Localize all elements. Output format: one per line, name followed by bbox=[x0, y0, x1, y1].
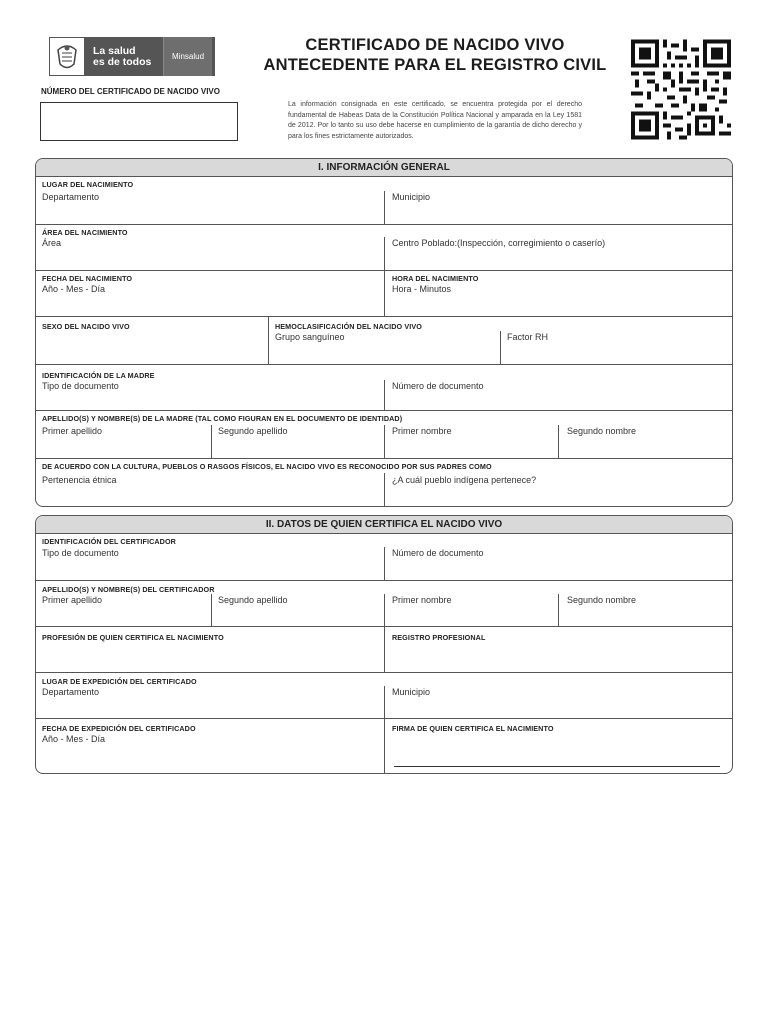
sexo-label: SEXO DEL NACIDO VIVO bbox=[42, 322, 130, 331]
primer-apellido-cert-field[interactable]: Primer apellido bbox=[42, 595, 103, 605]
row-nombres-certificador bbox=[36, 581, 732, 627]
centro-poblado-field[interactable]: Centro Poblado:(Inspección, corregimiento o caserío) bbox=[392, 238, 606, 248]
lugar-exp-label: LUGAR DE EXPEDICIÓN DEL CERTIFICADO bbox=[42, 677, 197, 686]
num-doc-madre-field[interactable]: Número de documento bbox=[392, 381, 484, 391]
lugar-label: LUGAR DEL NACIMIENTO bbox=[42, 180, 134, 189]
section1-title: I. INFORMACIÓN GENERAL bbox=[36, 159, 732, 177]
row-id-certificador bbox=[36, 534, 732, 581]
firma-signature-line[interactable] bbox=[394, 766, 720, 767]
fecha-label: FECHA DEL NACIMIENTO bbox=[42, 274, 133, 283]
tipo-doc-madre-field[interactable]: Tipo de documento bbox=[42, 381, 119, 391]
row-id-madre bbox=[36, 365, 732, 411]
segundo-apellido-cert-field[interactable]: Segundo apellido bbox=[218, 595, 288, 605]
title-line1: CERTIFICADO DE NACIDO VIVO bbox=[305, 36, 565, 54]
row-lugar-nacimiento bbox=[36, 177, 732, 225]
id-madre-label: IDENTIFICACIÓN DE LA MADRE bbox=[42, 371, 155, 380]
fecha-exp-field[interactable]: Año - Mes - Día bbox=[42, 734, 106, 744]
factor-rh-field[interactable]: Factor RH bbox=[507, 332, 549, 342]
departamento-field[interactable]: Departamento bbox=[42, 192, 100, 202]
minsalud-logo bbox=[49, 37, 215, 76]
fecha-field[interactable]: Año - Mes - Día bbox=[42, 284, 106, 294]
row-area-nacimiento bbox=[36, 225, 732, 271]
cert-number-field[interactable] bbox=[40, 102, 238, 141]
pertenencia-etnica-field[interactable]: Pertenencia étnica bbox=[42, 475, 117, 485]
row-pertenencia-etnica bbox=[36, 459, 732, 507]
row-profesion-registro bbox=[36, 627, 732, 673]
firma-label: FIRMA DE QUIEN CERTIFICA EL NACIMIENTO bbox=[392, 724, 554, 733]
section2-title: II. DATOS DE QUIEN CERTIFICA EL NACIDO VIVO bbox=[36, 516, 732, 534]
nombres-madre-label: APELLIDO(S) Y NOMBRE(S) DE LA MADRE (TAL COMO FIGURAN EN EL DOCUMENTO DE IDENTIDAD) bbox=[42, 414, 403, 423]
row-nombres-madre bbox=[36, 411, 732, 459]
num-doc-cert-field[interactable]: Número de documento bbox=[392, 548, 484, 558]
hora-field[interactable]: Hora - Minutos bbox=[392, 284, 452, 294]
section-informacion-general bbox=[35, 158, 733, 507]
area-field[interactable]: Área bbox=[42, 238, 62, 248]
row-fecha-hora bbox=[36, 271, 732, 317]
section-datos-certificador bbox=[35, 515, 733, 774]
grupo-sanguineo-field[interactable]: Grupo sanguíneo bbox=[275, 332, 345, 342]
profesion-label: PROFESIÓN DE QUIEN CERTIFICA EL NACIMIENTO bbox=[42, 633, 224, 642]
row-fecha-firma bbox=[36, 719, 732, 773]
logo-line1: La salud bbox=[93, 44, 136, 57]
qr-code-icon bbox=[631, 38, 731, 141]
fecha-exp-label: FECHA DE EXPEDICIÓN DEL CERTIFICADO bbox=[42, 724, 196, 733]
cert-number-label: NÚMERO DEL CERTIFICADO DE NACIDO VIVO bbox=[41, 87, 220, 96]
primer-apellido-madre-field[interactable]: Primer apellido bbox=[42, 426, 103, 436]
nombres-cert-label: APELLIDO(S) Y NOMBRE(S) DEL CERTIFICADOR bbox=[42, 585, 215, 594]
area-label: ÁREA DEL NACIMIENTO bbox=[42, 228, 128, 237]
id-cert-label: IDENTIFICACIÓN DEL CERTIFICADOR bbox=[42, 537, 176, 546]
title-line2: ANTECEDENTE PARA EL REGISTRO CIVIL bbox=[263, 56, 607, 74]
hora-label: HORA DEL NACIMIENTO bbox=[392, 274, 479, 283]
departamento-exp-field[interactable]: Departamento bbox=[42, 687, 100, 697]
municipio-exp-field[interactable]: Municipio bbox=[392, 687, 431, 697]
coat-of-arms-icon bbox=[49, 37, 85, 76]
legal-notice: La información consignada en este certificado, se encuentra protegida por el derecho fundamental de Habeas Data de la Constitución Política Nacional y amparada en la Ley 1581 de 2012. Por lo tanto su uso debe hacerse en cumplimiento de la garantía de dicho derecho y para los fines estrictamente autorizados. bbox=[288, 101, 582, 141]
registro-label: REGISTRO PROFESIONAL bbox=[392, 633, 486, 642]
logo-line2: es de todos bbox=[93, 55, 152, 68]
primer-nombre-cert-field[interactable]: Primer nombre bbox=[392, 595, 452, 605]
municipio-field[interactable]: Municipio bbox=[392, 192, 431, 202]
segundo-nombre-cert-field[interactable]: Segundo nombre bbox=[567, 595, 637, 605]
cultura-label: DE ACUERDO CON LA CULTURA, PUEBLOS O RASGOS FÍSICOS, EL NACIDO VIVO ES RECONOCIDO POR SUS PADRES COMO bbox=[42, 462, 492, 471]
segundo-apellido-madre-field[interactable]: Segundo apellido bbox=[218, 426, 288, 436]
primer-nombre-madre-field[interactable]: Primer nombre bbox=[392, 426, 452, 436]
row-lugar-expedicion bbox=[36, 673, 732, 719]
hemo-label: HEMOCLASIFICACIÓN DEL NACIDO VIVO bbox=[275, 322, 422, 331]
row-sexo-hemo bbox=[36, 317, 732, 365]
pueblo-indigena-field[interactable]: ¿A cuál pueblo indígena pertenece? bbox=[392, 475, 537, 485]
tipo-doc-cert-field[interactable]: Tipo de documento bbox=[42, 548, 119, 558]
page-title bbox=[250, 35, 620, 75]
segundo-nombre-madre-field[interactable]: Segundo nombre bbox=[567, 426, 637, 436]
logo-brand: Minsalud bbox=[163, 37, 212, 76]
